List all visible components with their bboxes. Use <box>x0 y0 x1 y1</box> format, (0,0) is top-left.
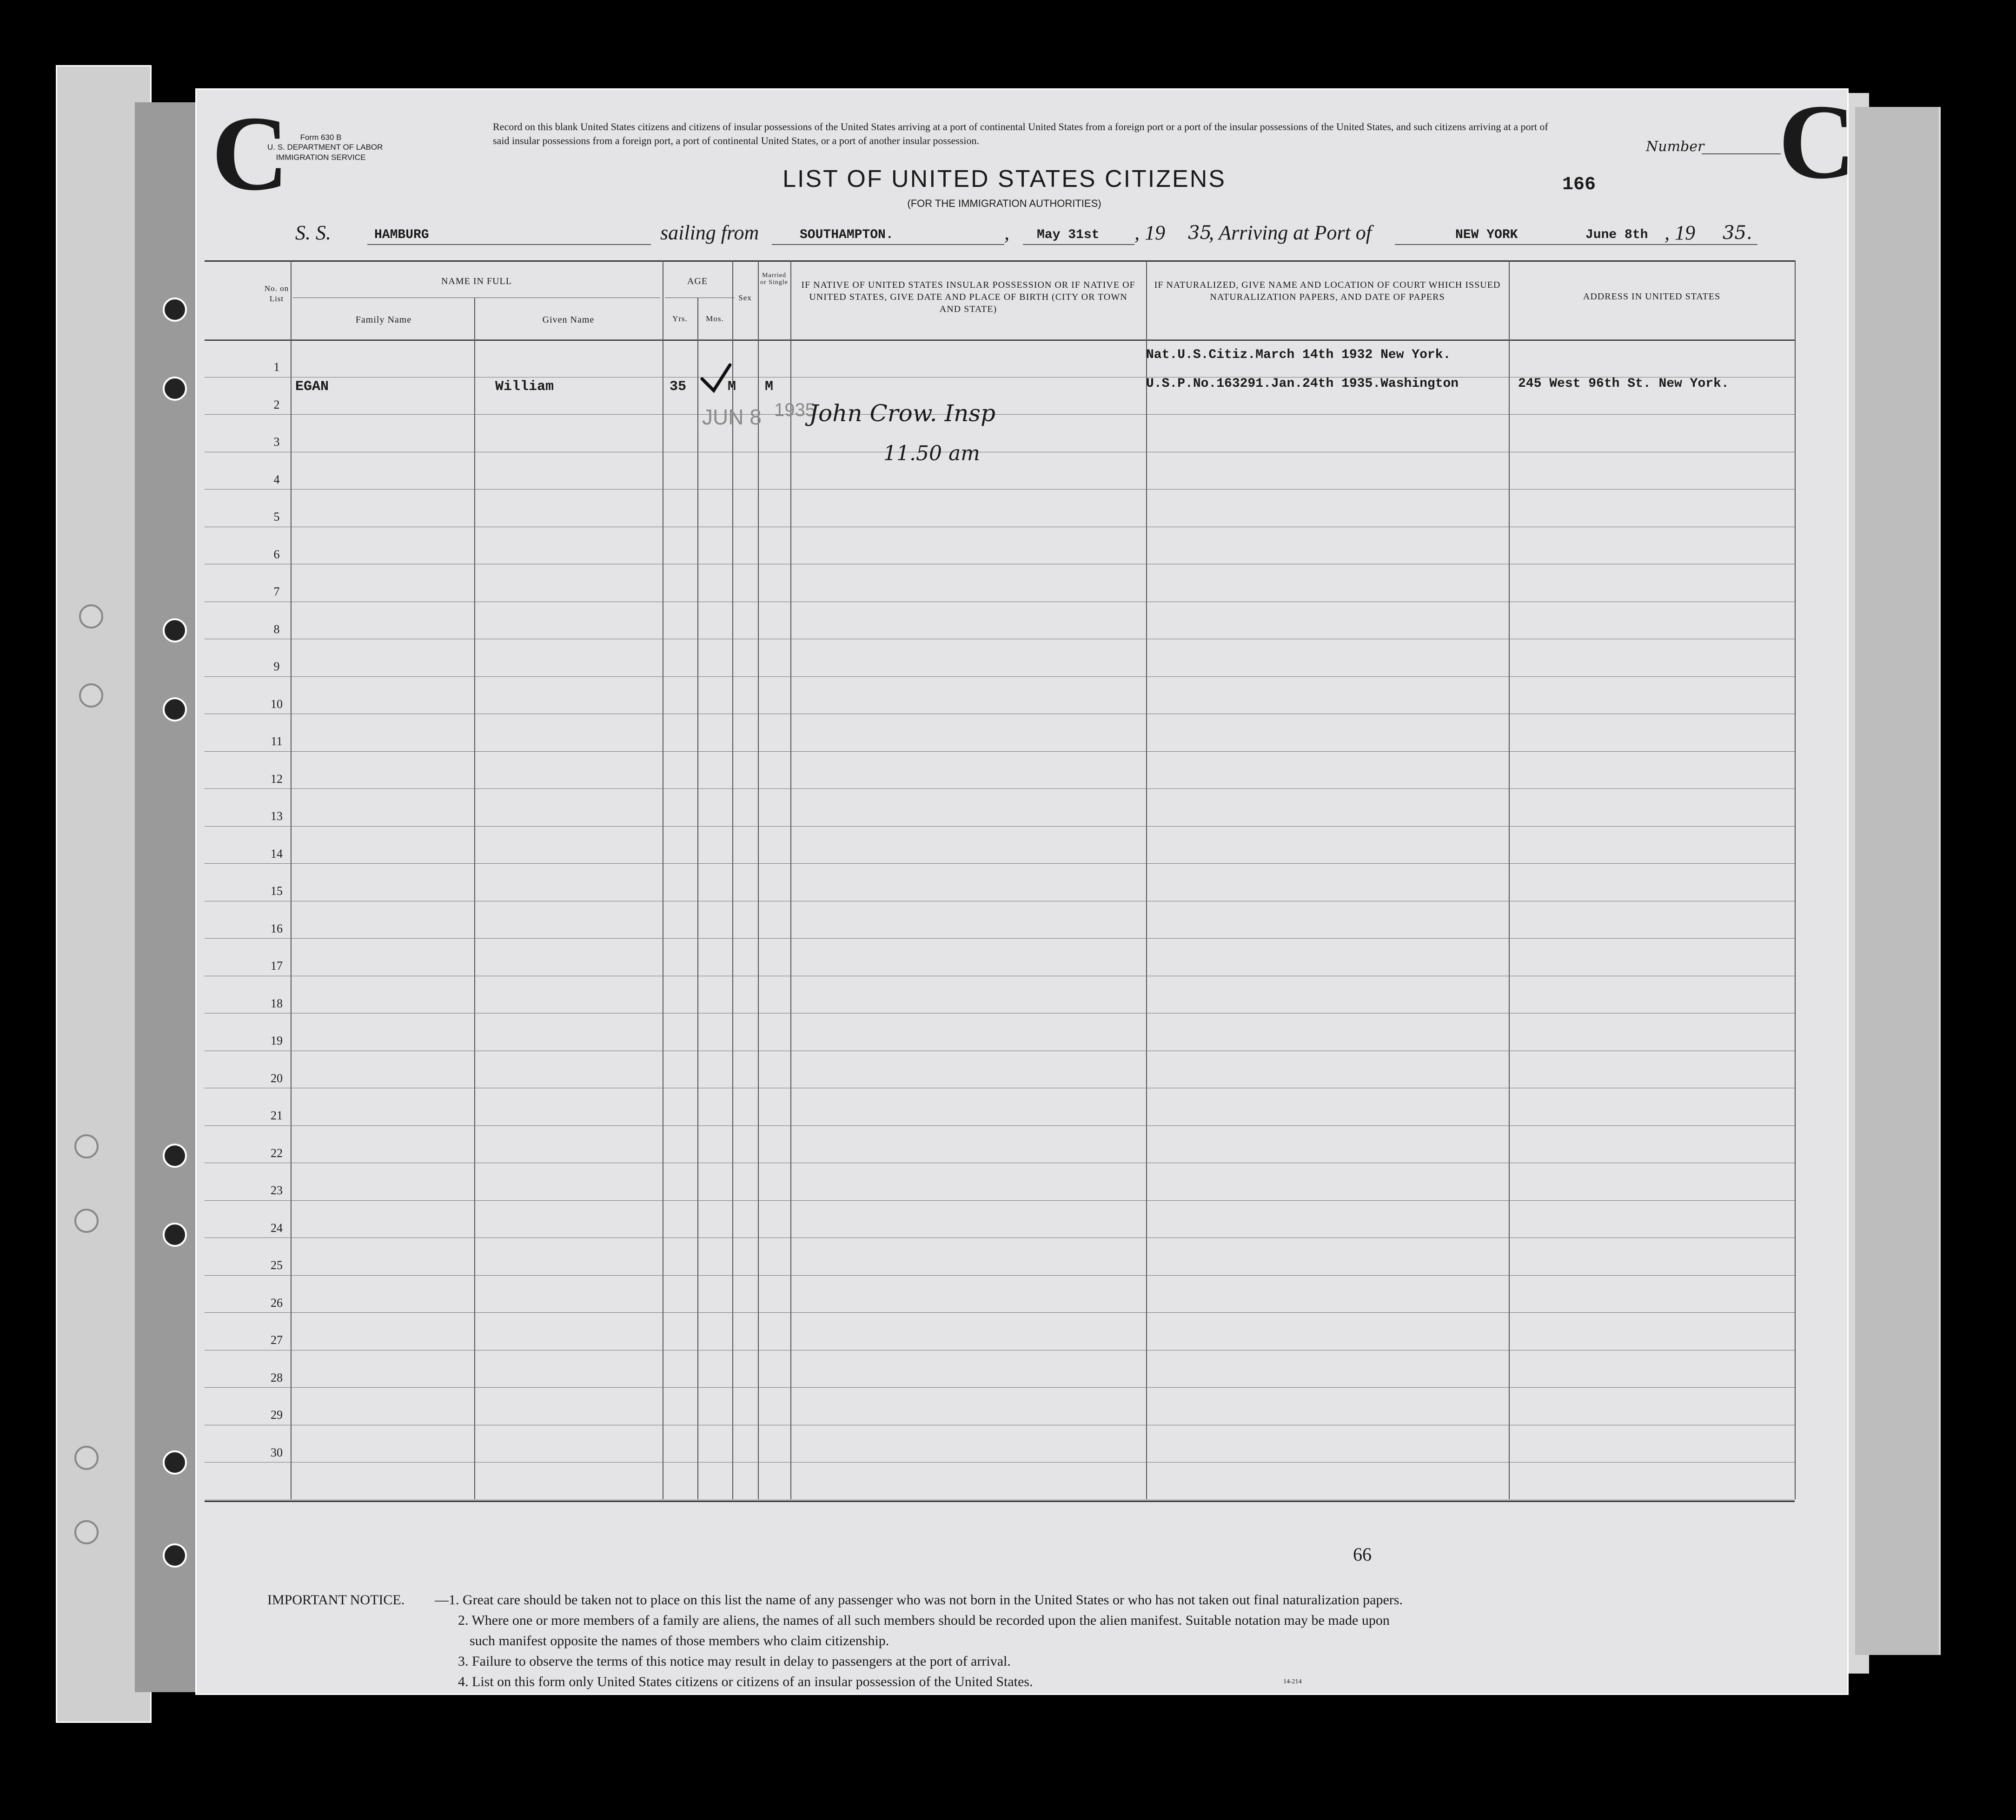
row-rule <box>205 1312 1795 1313</box>
date-stamp: JUN 8 <box>702 405 762 429</box>
notice-item-1: —1. Great care should be taken not to place on this list the name of any passenger who was not born in the United States or who has not taken out final naturalization papers. <box>435 1592 1403 1608</box>
row-rule <box>205 414 1795 415</box>
row-number: 26 <box>271 1296 283 1310</box>
row-number: 22 <box>271 1146 283 1160</box>
col-header-birth: IF NATIVE OF UNITED STATES INSULAR POSSESSION OR IF NATIVE OF UNITED STATES, GIVE DATE AND PLACE OF BIRTH (CITY OR TOWN AND STATE) <box>801 280 1135 314</box>
row-number: 27 <box>271 1333 283 1347</box>
entry-sex: M <box>728 379 736 395</box>
binder-hole <box>163 377 187 401</box>
form-instructions: Record on this blank United States citizens and citizens of insular possessions of the United States arriving at a port of continental United States from a foreign port or a port of the insular possessions of the United States, and such citizens arriving at a port of said insular possessions from a foreign port, a port of continental United States, or a port of another insular possession. <box>493 121 1548 146</box>
form-identifier <box>267 132 383 162</box>
departure-date: May 31st <box>1037 228 1100 242</box>
row-number: 3 <box>273 435 280 449</box>
binder-hole <box>74 1520 99 1544</box>
entry-naturalization-2: U.S.P.No.163291.Jan.24th 1935.Washington <box>1146 377 1459 391</box>
row-rule <box>205 863 1795 864</box>
list-number: 166 <box>1562 174 1596 195</box>
row-number: 20 <box>271 1071 283 1085</box>
row-number: 15 <box>271 884 283 898</box>
binder-hole <box>163 1144 187 1168</box>
row-rule <box>205 339 1795 340</box>
department-name: U. S. DEPARTMENT OF LABOR <box>267 143 383 152</box>
row-number: 8 <box>273 622 280 636</box>
binder-hole <box>74 1209 99 1233</box>
sailing-label: sailing from <box>660 221 759 244</box>
col-header-mos: Mos. <box>706 314 724 323</box>
arriving-label: , Arriving at Port of <box>1209 221 1372 244</box>
col-rule <box>1795 260 1796 1499</box>
col-rule <box>474 298 475 1499</box>
binder-hole <box>74 1134 99 1158</box>
binder-hole <box>163 697 187 721</box>
arrival-year: 35. <box>1723 222 1752 244</box>
binder-hole <box>79 604 103 629</box>
col-header-given: Given Name <box>542 315 595 325</box>
col-header-no: No. on List <box>264 284 289 304</box>
arrival-date: June 8th <box>1585 228 1648 242</box>
row-number: 11 <box>271 735 283 748</box>
inspection-time: 11.50 am <box>883 442 980 465</box>
entry-naturalization-1: Nat.U.S.Citiz.March 14th 1932 New York. <box>1146 348 1451 362</box>
col-header-yrs: Yrs. <box>672 314 688 323</box>
row-number: 9 <box>273 660 280 673</box>
col-header-married: Married or Single <box>760 272 788 286</box>
row-number: 29 <box>271 1408 283 1422</box>
row-number: 18 <box>271 996 283 1010</box>
binder-hole <box>79 683 103 708</box>
row-number: 5 <box>273 510 280 523</box>
entry-given-name: William <box>495 379 554 395</box>
notice-item-4: 4. List on this form only United States citizens or citizens of an insular possession of the United States. <box>458 1674 1033 1689</box>
row-rule <box>205 751 1795 752</box>
check-mark-icon <box>697 363 735 400</box>
binder-hole <box>163 618 187 642</box>
print-code: 14-214 <box>1283 1678 1302 1685</box>
row-rule <box>205 1462 1795 1463</box>
row-rule <box>205 489 1795 490</box>
row-rule <box>205 788 1795 789</box>
row-number: 25 <box>271 1258 283 1272</box>
row-number: 21 <box>271 1109 283 1122</box>
form-number: Form 630 B <box>300 133 342 142</box>
stamp-year: 1935 <box>774 400 816 420</box>
service-name: IMMIGRATION SERVICE <box>276 152 366 162</box>
year-prefix: , 19 <box>1134 221 1165 244</box>
arrival-line <box>1395 244 1757 245</box>
entry-age-years: 35 <box>670 379 687 395</box>
row-number: 1 <box>273 360 280 374</box>
col-rule <box>790 260 791 1499</box>
notice-item-2b: such manifest opposite the names of those members who claim citizenship. <box>470 1633 889 1648</box>
binder-hole <box>163 1450 187 1475</box>
row-number: 7 <box>273 585 280 598</box>
col-rule <box>697 298 698 1499</box>
row-number: 16 <box>271 921 283 935</box>
row-number: 23 <box>271 1184 283 1197</box>
col-rule <box>1509 260 1510 1499</box>
row-number: 14 <box>271 847 283 860</box>
manifest-table <box>205 260 1795 1502</box>
row-number: 2 <box>273 397 280 411</box>
row-rule <box>205 1200 1795 1201</box>
ship-name: HAMBURG <box>374 228 429 242</box>
col-rule <box>758 260 759 1499</box>
ss-label: S. S. <box>295 221 331 244</box>
row-number: 17 <box>271 959 283 973</box>
row-number: 4 <box>273 472 280 486</box>
row-number: 19 <box>271 1034 283 1047</box>
row-rule <box>205 938 1795 939</box>
col-header-age: AGE <box>687 276 708 286</box>
col-header-address: ADDRESS IN UNITED STATES <box>1583 291 1721 302</box>
form-subtitle: (FOR THE IMMIGRATION AUTHORITIES) <box>907 198 1101 209</box>
ship-line <box>367 244 651 245</box>
inspector-signature: John Crow. Insp <box>809 400 995 427</box>
row-number: 12 <box>271 772 283 786</box>
number-label: Number <box>1646 139 1704 155</box>
row-number: 6 <box>273 547 280 561</box>
year-prefix-2: , 19 <box>1665 221 1695 244</box>
col-rule <box>1146 260 1147 1499</box>
departure-year: 35 <box>1188 222 1212 244</box>
col-rule <box>291 260 292 1499</box>
col-header-sex: Sex <box>738 293 752 302</box>
entry-family-name: EGAN <box>295 379 329 395</box>
entry-marital: M <box>765 379 774 395</box>
page-stack-edge-right <box>1855 107 1941 1655</box>
row-number: 24 <box>271 1221 283 1235</box>
col-header-family: Family Name <box>355 315 412 325</box>
port-of-departure: SOUTHAMPTON. <box>800 228 894 242</box>
notice-item-3: 3. Failure to observe the terms of this notice may result in delay to passengers at the port of arrival. <box>458 1654 1011 1669</box>
form-letter-right: C <box>1778 82 1856 201</box>
form-letter-left: C <box>212 94 289 212</box>
col-header-naturalized: IF NATURALIZED, GIVE NAME AND LOCATION OF COURT WHICH ISSUED NATURALIZATION PAPERS, AND DATE OF PAPERS <box>1154 280 1501 302</box>
form-title: LIST OF UNITED STATES CITIZENS <box>783 165 1226 192</box>
binder-hole <box>163 1223 187 1247</box>
row-number: 28 <box>271 1370 283 1384</box>
binder-hole <box>74 1446 99 1470</box>
col-header-name: NAME IN FULL <box>441 276 512 286</box>
row-number: 10 <box>271 697 283 711</box>
number-line <box>1702 153 1781 154</box>
notice-item-2: 2. Where one or more members of a family are aliens, the names of all such members should be recorded upon the alien manifest. Suitable notation may be made upon <box>458 1613 1390 1628</box>
row-number: 30 <box>271 1445 283 1459</box>
port-line <box>772 244 1004 245</box>
page-number: 66 <box>1353 1544 1372 1565</box>
row-rule <box>205 1387 1795 1388</box>
date-line <box>1023 244 1134 245</box>
binder-hole <box>163 298 187 322</box>
binder-hole <box>163 1543 187 1568</box>
row-rule <box>205 1275 1795 1276</box>
port-of-arrival: NEW YORK <box>1455 228 1518 242</box>
notice-heading: IMPORTANT NOTICE. <box>267 1592 405 1608</box>
row-number: 13 <box>271 809 283 823</box>
row-rule <box>205 1125 1795 1126</box>
row-rule <box>205 826 1795 827</box>
col-rule <box>732 260 733 1499</box>
row-rule <box>205 676 1795 677</box>
entry-address: 245 West 96th St. New York. <box>1518 377 1729 391</box>
